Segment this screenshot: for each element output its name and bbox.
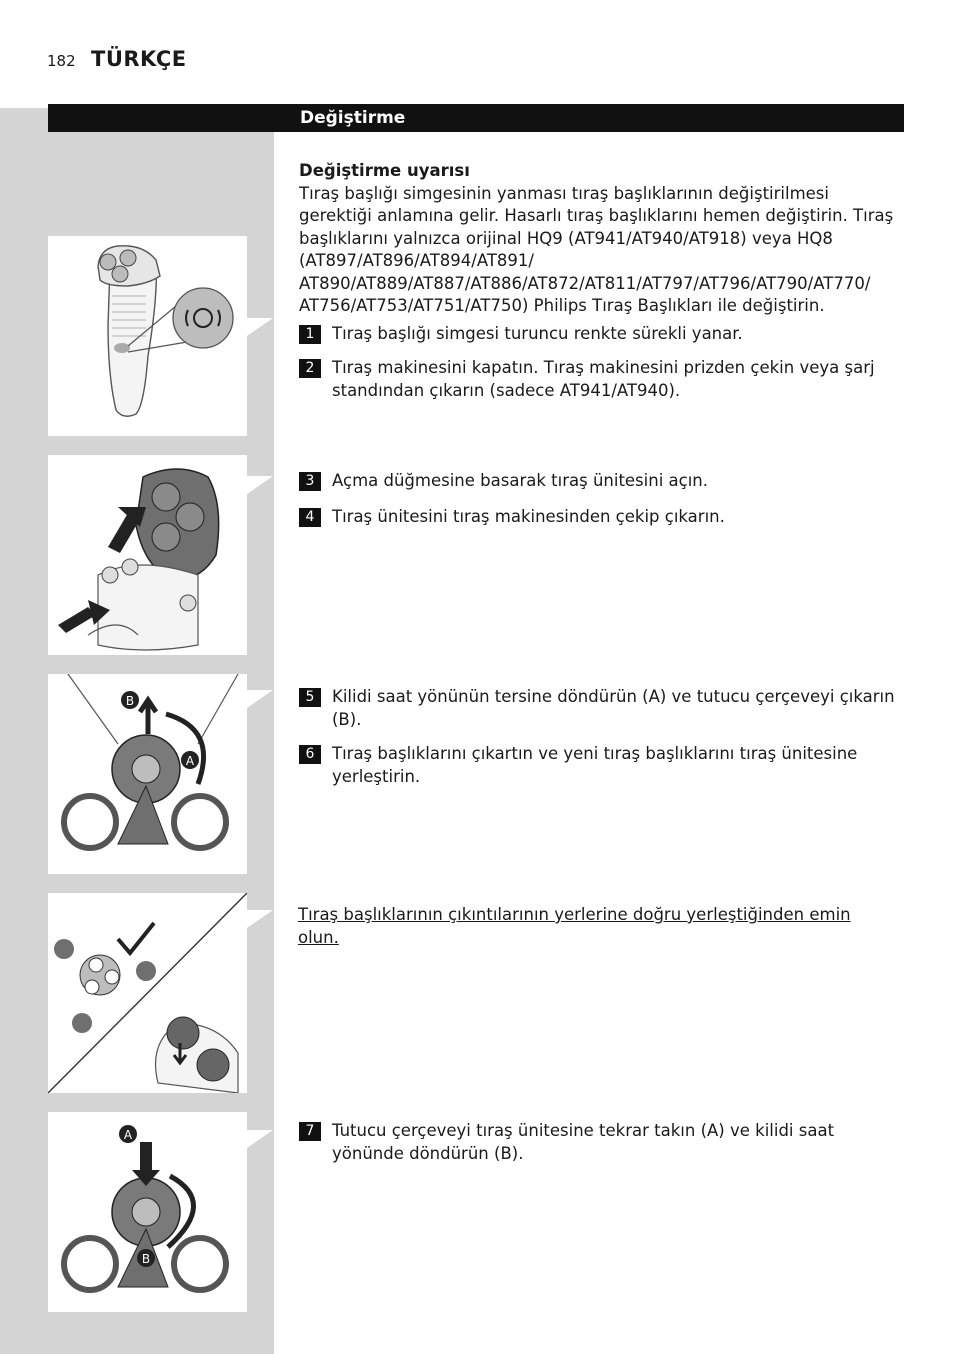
figure-label-b: B [141,1252,151,1266]
language-heading: TÜRKÇE [91,47,187,71]
step-7 [299,1120,905,1165]
step-4 [299,506,905,529]
step-text: Tutucu çerçeveyi tıraş ünitesine tekrar takın (A) ve kilidi saat yönünde döndürün (B). [332,1121,835,1163]
step-text: Tıraş makinesini kapatın. Tıraş makinesini prizden çekin veya şarj standından çıkarın (sadece AT941/AT940). [332,358,875,400]
figure-shaving-head-fit [48,893,247,1093]
step-text: Tıraş ünitesini tıraş makinesinden çekip çıkarın. [332,507,725,526]
step-number: 5 [299,688,321,707]
figure-pointer [247,318,273,336]
step-text: Kilidi saat yönünün tersine döndürün (A) ve tutucu çerçeveyi çıkarın (B). [332,687,895,729]
section-header-bar [48,104,904,132]
step-2 [299,357,905,402]
replacement-warning [299,160,905,318]
step-3 [299,470,905,493]
figure-unlock-frame [48,674,247,874]
step-number: 4 [299,508,321,527]
figure-label-b: B [125,694,135,708]
warning-text: Tıraş başlığı simgesinin yanması tıraş başlıklarının değiştirilmesi gerektiği anlamına gelir. Hasarlı tıraş başlıklarını hemen değiştirin. Tıraş başlıklarını yalnızca orijinal HQ9 (AT941/AT940/AT918) veya HQ8 (AT897/AT896/AT894/AT891/ AT890/AT889/AT887/AT886/AT872/AT811/AT797/AT796/AT790/AT770/ AT756/AT753/AT751/AT750) Philips Tıraş Başlıkları ile değiştirin. [299,183,894,315]
step-number: 7 [299,1122,321,1141]
step-6 [299,743,905,788]
figure-pointer [247,910,273,928]
figure-shaver-icon [48,236,247,436]
step-number: 3 [299,472,321,491]
step-text: Tıraş başlıklarını çıkartın ve yeni tıraş başlıklarını tıraş ünitesine yerleştirin. [332,744,858,786]
step-number: 6 [299,745,321,764]
figure-reattach-frame [48,1112,247,1312]
figure-label-a: A [123,1128,133,1142]
figure-pointer [247,1130,273,1148]
page-number: 182 [47,52,76,70]
warning-title: Değiştirme uyarısı [299,161,470,180]
section-title: Değiştirme [300,108,406,128]
step-text: Tıraş başlığı simgesi turuncu renkte sürekli yanar. [332,324,743,343]
figure-label-a: A [185,754,195,768]
step-number: 2 [299,359,321,378]
figure-pointer [247,690,273,708]
figure-open-unit [48,455,247,655]
placement-note: Tıraş başlıklarının çıkıntılarının yerlerine doğru yerleştiğinden emin olun. [298,905,851,947]
step-1 [299,323,905,346]
step-text: Açma düğmesine basarak tıraş ünitesini açın. [332,471,708,490]
figure-pointer [247,476,273,494]
step-number: 1 [299,325,321,344]
step-5 [299,686,905,731]
